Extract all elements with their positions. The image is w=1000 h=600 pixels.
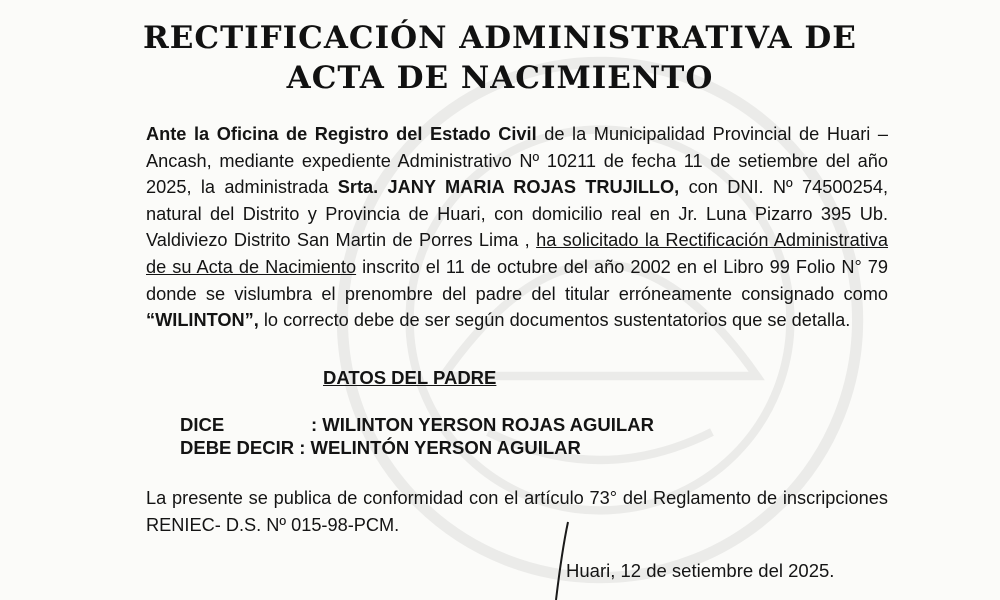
field-value: : WELINTÓN YERSON AGUILAR (294, 437, 581, 458)
field-value: : WILINTON YERSON ROJAS AGUILAR (311, 414, 654, 435)
section-heading: DATOS DEL PADRE (323, 367, 497, 388)
document-title-line-1: RECTIFICACIÓN ADMINISTRATIVA DE (143, 20, 857, 56)
date-line: Huari, 12 de setiembre del 2025. (566, 560, 835, 581)
main-paragraph (146, 121, 888, 334)
field-label: DEBE DECIR (180, 437, 295, 458)
erroneous-name: “WILINTON”, (146, 310, 259, 331)
closing-paragraph: La presente se publica de conformidad con el artículo 73° del Reglamento de inscripciones RENIEC- D.S. Nº 015-98-PCM. (146, 488, 888, 535)
paragraph-text: inscrito el 11 de octubre del año 2002 en el Libro 99 Folio N° 79 donde se vislumbra el prenombre del padre del titular erróneamente consignado como (146, 256, 889, 304)
paragraph-text: de la Municipalidad Provincial de Huari – Ancash, mediante expediente Administrativo Nº 10211 de fecha 11 de setiembre del año 2025, la administrada (146, 124, 888, 198)
field-row-debe-decir (180, 437, 581, 459)
paragraph-text: lo correcto debe de ser según documentos sustentatorios que se detalla. (258, 310, 851, 331)
applicant-name: Srta. JANY MARIA ROJAS TRUJILLO, (337, 177, 680, 198)
office-name: Ante la Oficina de Registro del Estado Civil (146, 124, 537, 144)
field-row-dice (180, 414, 654, 436)
document-title-line-2: ACTA DE NACIMIENTO (286, 60, 714, 96)
paragraph-text: con DNI. Nº 74500254, natural del Distrito y Provincia de Huari, con domicilio real en Jr. Luna Pizarro 395 Ub. Valdiviezo Distrito San Martin de Porres Lima , (146, 177, 888, 251)
field-label: DICE (180, 414, 225, 435)
request-statement: ha solicitado la Rectificación Administrativa de su Acta de Nacimiento (146, 230, 889, 277)
